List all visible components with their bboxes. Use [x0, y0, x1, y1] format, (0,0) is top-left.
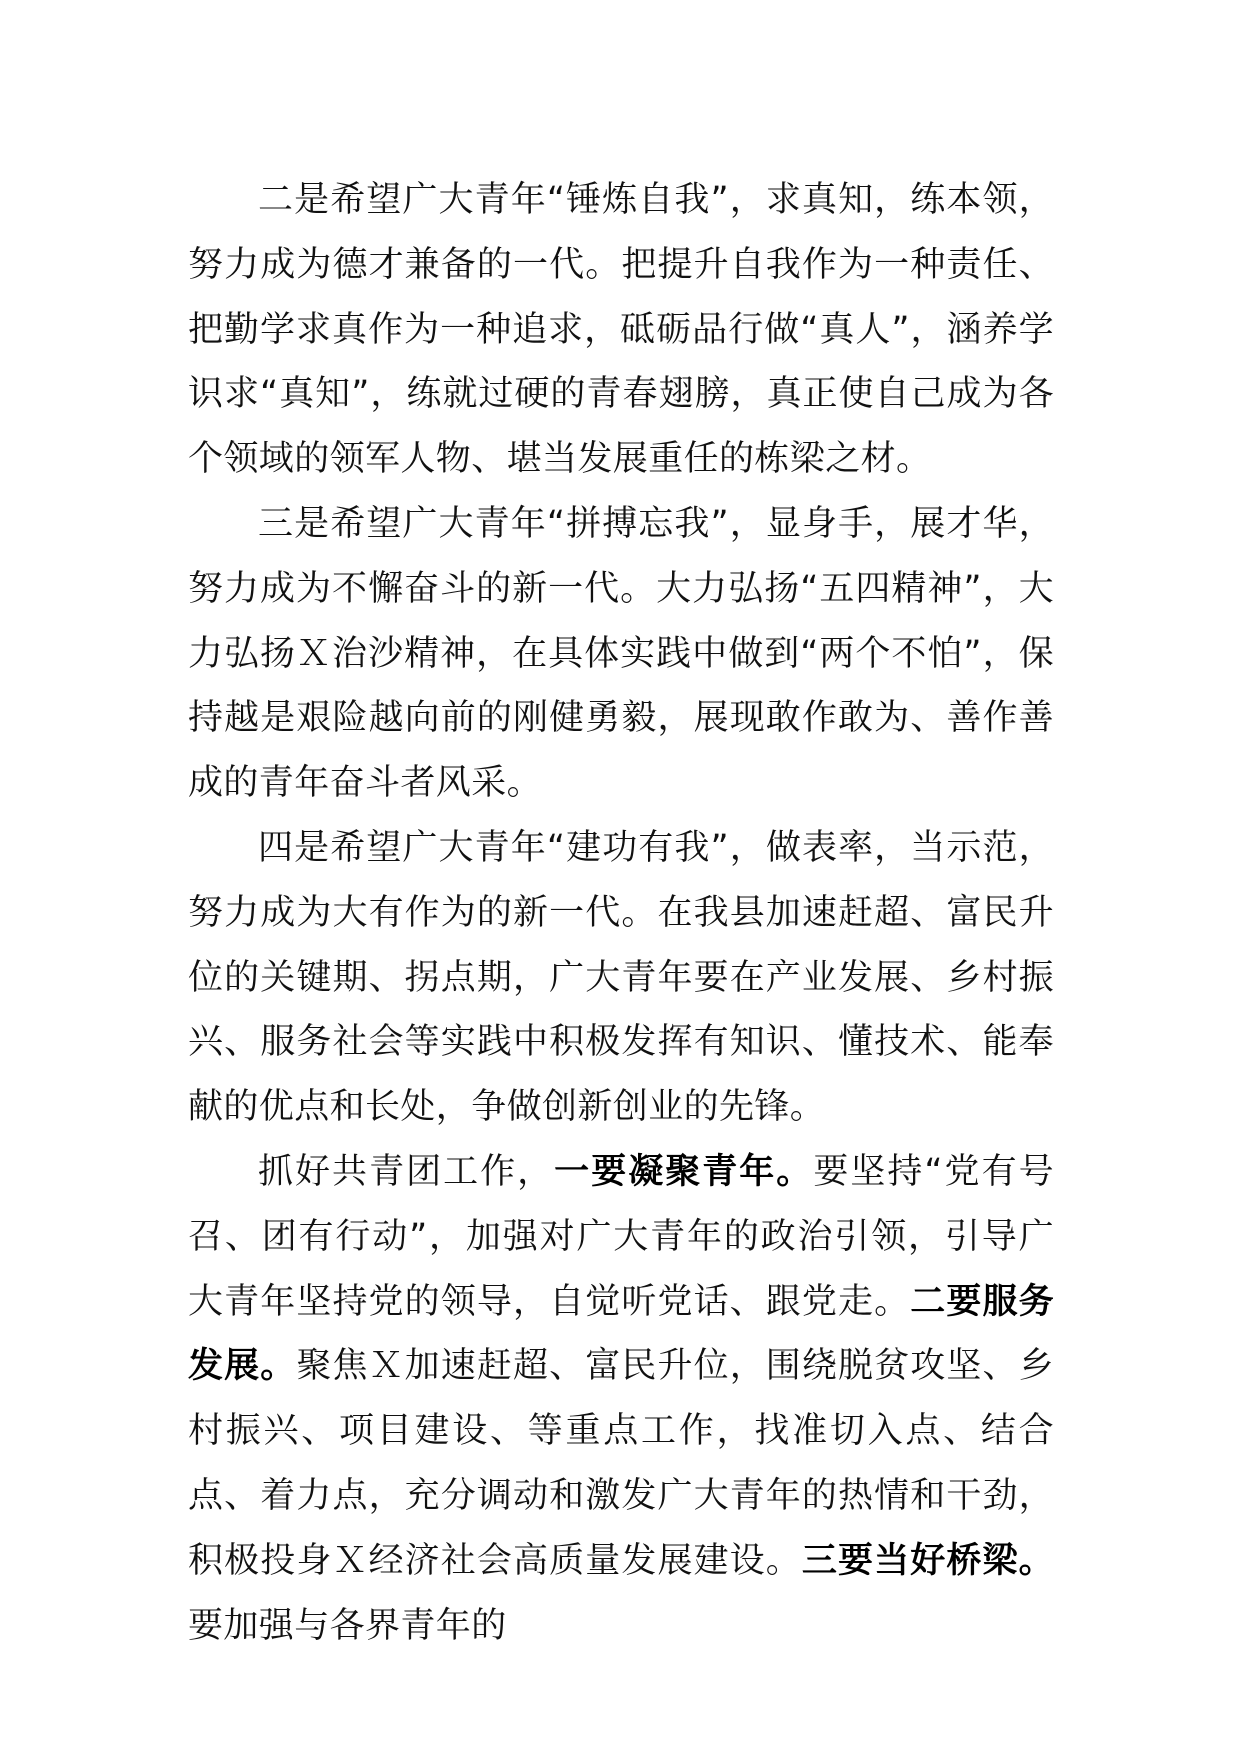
- paragraph-fourth-hope: [188, 816, 1054, 1140]
- bold-point-serve-development: 二要服务发展。: [188, 1281, 1054, 1387]
- paragraph-third-hope: [188, 492, 1054, 816]
- paragraph-text: 要加强与各界青年的: [188, 1605, 507, 1646]
- document-body: [188, 168, 1054, 1658]
- paragraph-text: 四是希望广大青年“建功有我”，做表率，当示范，努力成为大有作为的新一代。在我县加速赶超、富民升位的关键期、拐点期，广大青年要在产业发展、乡村振兴、服务社会等实践中积极发挥有知识、懂技术、能奉献的优点和长处，争做创新创业的先锋。: [188, 827, 1054, 1128]
- paragraph-text: 要坚持“党有号召、团有行动”，加强对广大青年的政治引领，引导广大青年坚持党的领导，自觉听党话、跟党走。: [188, 1151, 1054, 1322]
- paragraph-text: 抓好共青团工作，: [258, 1151, 555, 1192]
- paragraph-text: 二是希望广大青年“锤炼自我”，求真知，练本领，努力成为德才兼备的一代。把提升自我作为一种责任、把勤学求真作为一种追求，砥砺品行做“真人”，涵养学识求“真知”，练就过硬的青春翅膀，真正使自己成为各个领域的领军人物、堪当发展重任的栋梁之材。: [188, 180, 1054, 480]
- paragraph-league-work: [188, 1140, 1054, 1658]
- paragraph-second-hope: [188, 168, 1054, 492]
- bold-point-be-bridge: 三要当好桥梁。: [801, 1540, 1054, 1581]
- paragraph-text: 聚焦Ｘ加速赶超、富民升位，围绕脱贫攻坚、乡村振兴、项目建设、等重点工作，找准切入点、结合点、着力点，充分调动和激发广大青年的热情和干劲，积极投身Ｘ经济社会高质量发展建设。: [188, 1346, 1054, 1581]
- bold-point-unite-youth: 一要凝聚青年。: [554, 1151, 814, 1192]
- paragraph-text: 三是希望广大青年“拼搏忘我”，显身手，展才华，努力成为不懈奋斗的新一代。大力弘扬“五四精神”，大力弘扬Ｘ治沙精神，在具体实践中做到“两个不怕”，保持越是艰险越向前的刚健勇毅，展现敢作敢为、善作善成的青年奋斗者风采。: [188, 503, 1054, 804]
